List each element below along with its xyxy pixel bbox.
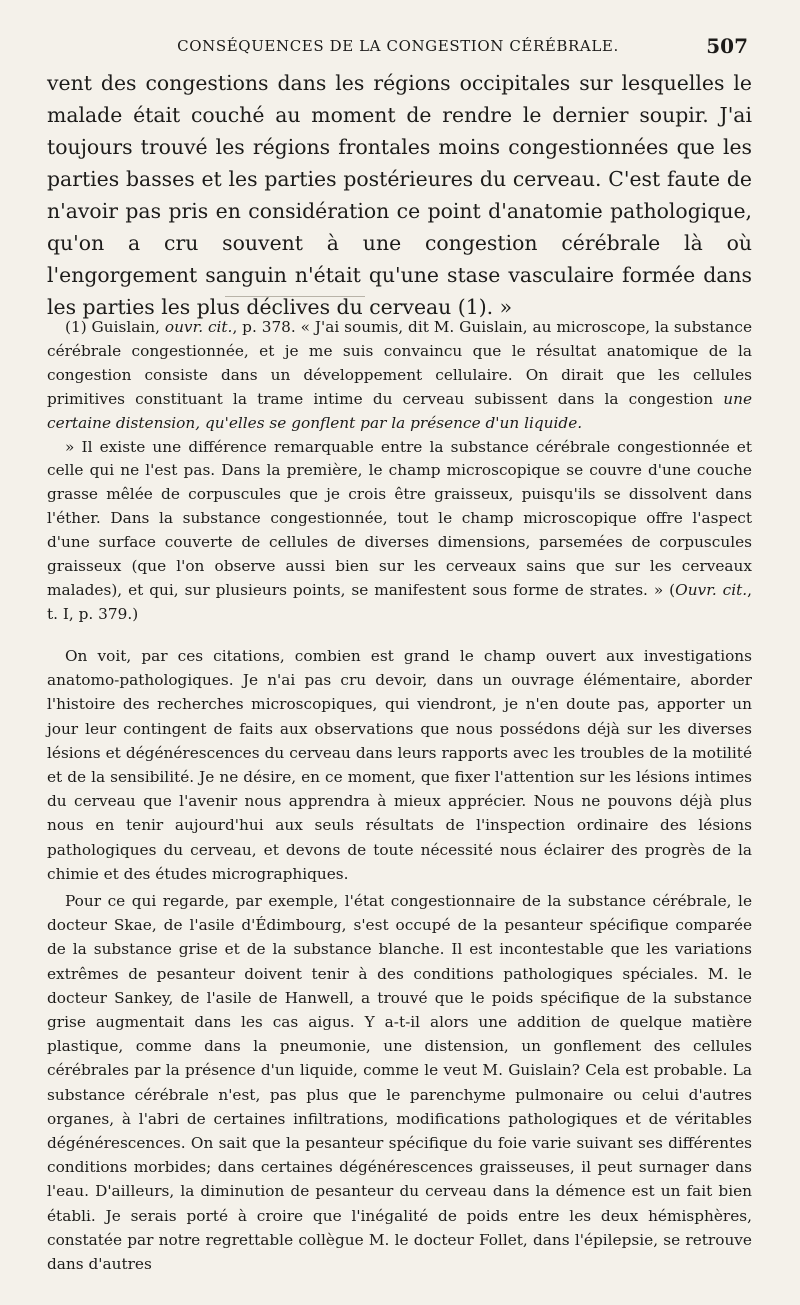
footnote-emphasis: une certaine distension, qu'elles se gonflent par la présence d'un liquide.	[47, 389, 752, 432]
page-number: 507	[706, 34, 748, 58]
body-text	[47, 644, 752, 1276]
main-paragraph: vent des congestions dans les régions occipitales sur lesquelles le malade était couché au moment de rendre le dernier soupir. J'ai toujours trouvé les régions frontales moins congestionnées que les parties basses et les parties postérieures du cerveau. C'est faute de n'avoir pas pris en considération ce point d'anatomie pathologique, qu'on a cru souvent à une congestion cérébrale là où l'engorgement sanguin n'était qu'une stase vasculaire formée dans les parties les plus déclives du cerveau (1). »	[47, 71, 752, 319]
footnote-divider	[225, 296, 365, 297]
page-header	[48, 34, 748, 60]
footnote-citation: Ouvr. cit.	[675, 580, 748, 599]
body-paragraph: On voit, par ces citations, combien est grand le champ ouvert aux investigations anatomo-pathologiques. Je n'ai pas cru devoir, dans un ouvrage élémentaire, aborder l'histoire des recherches microscopiques, qui viendront, je n'en doute pas, apporter un jour leur contingent de faits aux observations que nous possédons déjà sur les diverses lésions et dégénérescences du cerveau dans leurs rapports avec les troubles de la motilité et de la sensibilité. Je ne désire, en ce moment, que fixer l'attention sur les lésions intimes du cerveau que l'avenir nous apprendra à mieux apprécier. Nous ne pouvons déjà plus nous en tenir aujourd'hui aux seuls résultats de l'inspection ordinaire des lésions pathologiques du cerveau, et devons de toute nécessité nous éclairer des progrès de la chimie et des études micrographiques.	[47, 647, 752, 883]
footnote-text: (1) Guislain,	[65, 318, 165, 336]
footnote-citation: ouvr. cit.	[164, 318, 233, 336]
footnote-text: , p. 378. « J'ai soumis, dit M. Guislain, au microscope, la substance cérébrale congestionnée, et je me suis convaincu que le résultat anatomique de la congestion consiste dans un développement cellulaire. On dirait que les cellules primitives constituant la trame intime du cerveau subissent dans la congestion	[47, 318, 753, 408]
running-head: CONSÉQUENCES DE LA CONGESTION CÉRÉBRALE.	[177, 37, 619, 55]
footnote-text: , t. I, p. 379.)	[47, 580, 752, 623]
body-paragraph: Pour ce qui regarde, par exemple, l'état congestionnaire de la substance cérébrale, le docteur Skae, de l'asile d'Édimbourg, s'est occupé de la pesanteur spécifique comparée de la substance grise et de la substance blanche. Il est incontestable que les variations extrêmes de pesanteur doivent tenir à des conditions pathologiques spéciales. M. le docteur Sankey, de l'asile de Hanwell, a trouvé que le poids spécifique de la substance grise augmentait dans les cas aigus. Y a-t-il alors une addition de quelque matière plastique, comme dans la pneumonie, une distension, un gonflement des cellules cérébrales par la présence d'un liquide, comme le veut M. Guislain? Cela est probable. La substance cérébrale n'est, pas plus que le parenchyme pulmonaire ou celui d'autres organes, à l'abri de certaines infiltrations, modifications pathologiques et de véritables dégénérescences. On sait que la pesanteur spécifique du foie varie suivant ses différentes conditions morbides; dans certaines dégénérescences graisseuses, il peut surnager dans l'eau. D'ailleurs, la diminution de pesanteur du cerveau dans la démence est un fait bien établi. Je serais porté à croire que l'inégalité de poids entre les deux hémisphères, constatée par notre regrettable collègue M. le docteur Follet, dans l'épilepsie, se retrouve dans d'autres	[47, 892, 752, 1274]
footnote-paragraph	[47, 436, 752, 627]
footnote-paragraph	[47, 316, 752, 436]
footnote	[47, 316, 752, 627]
footnote-text: » Il existe une différence remarquable entre la substance cérébrale congestionnée et celle qui ne l'est pas. Dans la première, le champ microscopique se couvre d'une couche grasse mêlée de corpuscules que je crois être graisseux, puisqu'ils se dissolvent dans l'éther. Dans la substance congestionnée, tout le champ microscopique offre l'aspect d'une surface couverte de cellules de diverses dimensions, parsemées de corpuscules graisseux (que l'on observe aussi bien sur les cerveaux sains que sur les cerveaux malades), et qui, sur plusieurs points, se manifestent sous forme de strates. » (	[47, 437, 752, 599]
main-text	[47, 67, 752, 323]
